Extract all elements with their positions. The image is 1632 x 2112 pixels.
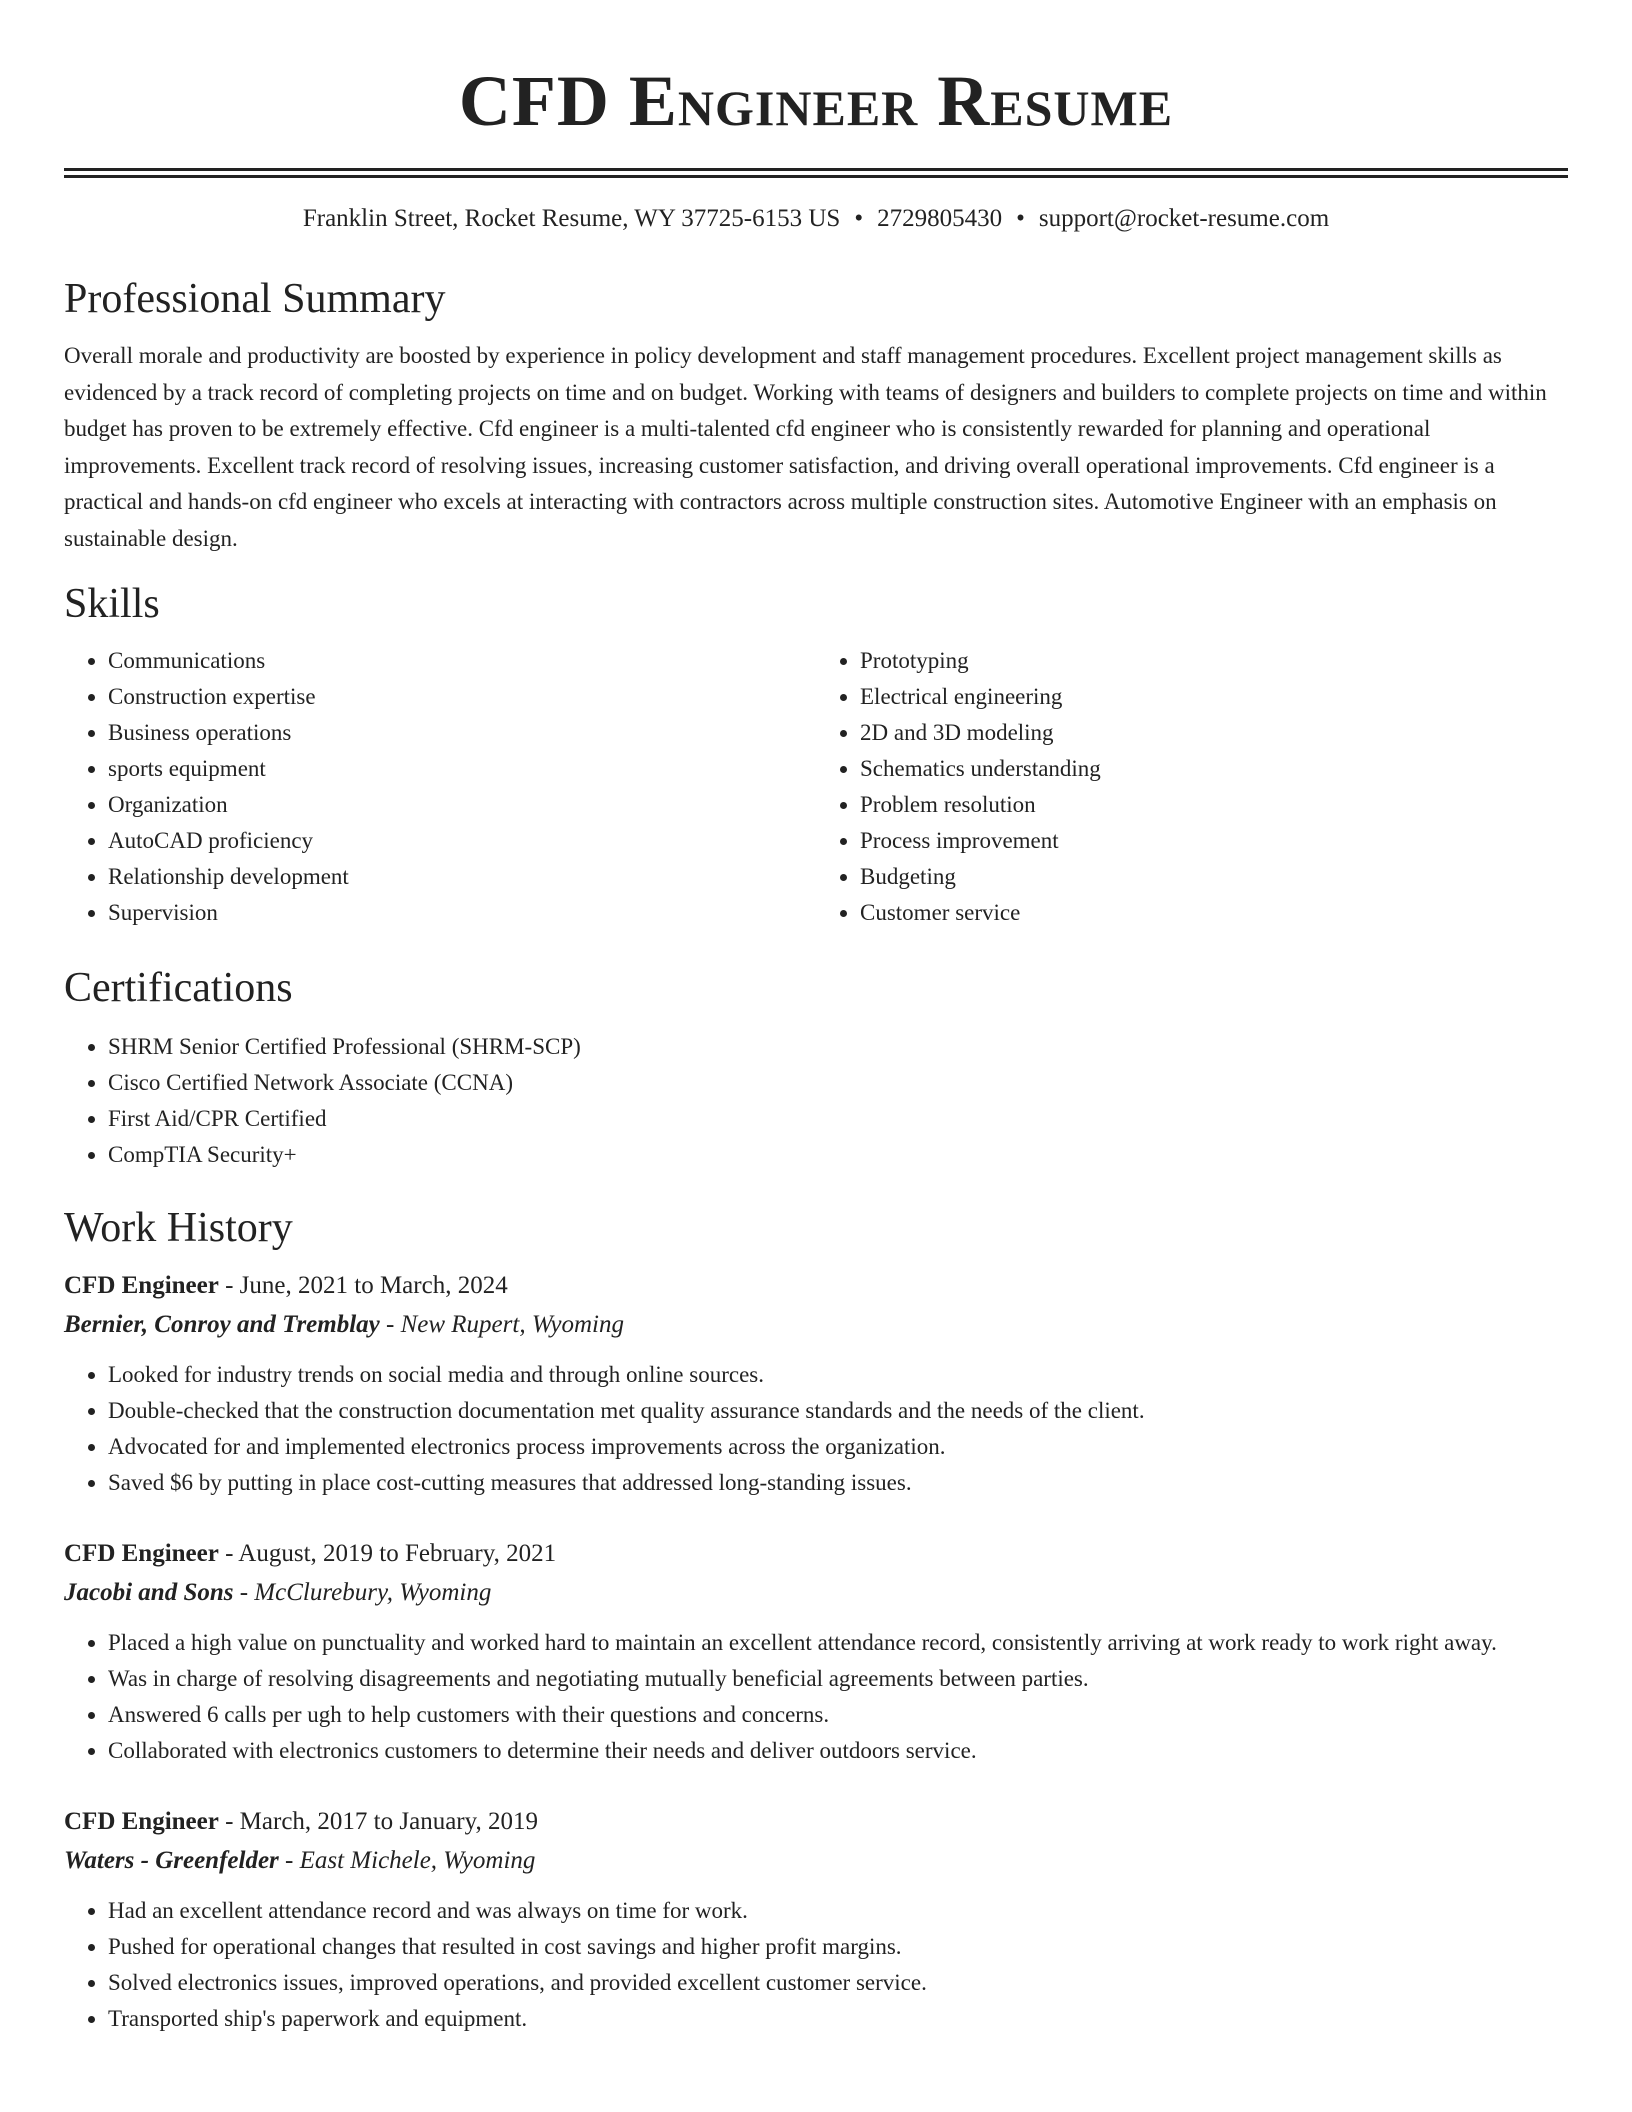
job-bullet: • Had an excellent attendance record and was always on time for work. xyxy=(108,1893,1568,1929)
job-bullet: • Was in charge of resolving disagreements and negotiating mutually beneficial agreements between parties. xyxy=(108,1661,1568,1697)
job-title: CFD Engineer xyxy=(64,1808,219,1835)
contact-phone: 2729805430 xyxy=(877,205,1003,232)
page-title: CFD Engineer Resume xyxy=(458,61,1174,141)
skill-item: • Prototyping xyxy=(860,643,1568,679)
summary-text: Overall morale and productivity are boosted by experience in policy development and staff management procedures. Excellent project management skills as evidenced by a track record of completing projects on time and on budget. Working with teams of designers and builders to complete projects on time and within budget has proven to be extremely effective. Cfd engineer is a multi-talented cfd engineer who is consistently rewarded for planning and operational improvements. Excellent track record of resolving issues, increasing customer satisfaction, and driving overall operational improvements. Cfd engineer is a practical and hands-on cfd engineer who excels at interacting with contractors across multiple construction sites. Automotive Engineer with an emphasis on sustainable design. xyxy=(64,343,1547,551)
job-entry xyxy=(64,1267,1568,1501)
job-bullet: • Placed a high value on punctuality and worked hard to maintain an excellent attendance record, consistently arriving at work ready to work right away. xyxy=(108,1625,1568,1661)
job-header xyxy=(64,1535,1568,1573)
job-bullet: • Transported ship's paperwork and equipment. xyxy=(108,2001,1568,2037)
skills-heading: Skills xyxy=(64,581,160,627)
skill-item: • Electrical engineering xyxy=(860,679,1568,715)
job-company-line xyxy=(64,1841,1568,1881)
skill-item: • Organization xyxy=(108,787,816,823)
skill-item: • Business operations xyxy=(108,715,816,751)
contact-address: Franklin Street, Rocket Resume, WY 37725-6153 US xyxy=(302,205,841,232)
job-company: Bernier, Conroy and Tremblay xyxy=(64,1311,380,1338)
job-bullet: • Collaborated with electronics customers to determine their needs and deliver outdoors service. xyxy=(108,1733,1568,1769)
skill-item: • Budgeting xyxy=(860,859,1568,895)
job-company-line xyxy=(64,1305,1568,1345)
skill-item: • Supervision xyxy=(108,895,816,931)
job-location: - New Rupert, Wyoming xyxy=(379,1311,624,1338)
skills-columns xyxy=(64,643,1568,931)
certification-item: • SHRM Senior Certified Professional (SHRM-SCP) xyxy=(108,1029,1568,1065)
contact-line xyxy=(64,204,1568,234)
skills-list-left xyxy=(64,643,816,931)
work-history-heading: Work History xyxy=(64,1205,293,1251)
summary-heading: Professional Summary xyxy=(64,276,446,322)
job-bullet: • Looked for industry trends on social media and through online sources. xyxy=(108,1357,1568,1393)
job-bullet: • Double-checked that the construction documentation met quality assurance standards and the needs of the client. xyxy=(108,1393,1568,1429)
skill-item: • 2D and 3D modeling xyxy=(860,715,1568,751)
job-title: CFD Engineer xyxy=(64,1540,219,1567)
skill-item: • Schematics understanding xyxy=(860,751,1568,787)
job-title: CFD Engineer xyxy=(64,1272,219,1299)
skill-item: • Communications xyxy=(108,643,816,679)
job-bullet: • Advocated for and implemented electronics process improvements across the organization. xyxy=(108,1429,1568,1465)
skill-item: • Problem resolution xyxy=(860,787,1568,823)
certifications-heading: Certifications xyxy=(64,965,293,1011)
job-dates: - March, 2017 to January, 2019 xyxy=(218,1808,538,1835)
certification-item: • CompTIA Security+ xyxy=(108,1137,1568,1173)
job-location: - McClurebury, Wyoming xyxy=(233,1579,492,1606)
job-company: Waters - Greenfelder xyxy=(64,1847,279,1874)
resume-page xyxy=(64,0,1568,2037)
job-header xyxy=(64,1803,1568,1841)
certification-item: • Cisco Certified Network Associate (CCNA) xyxy=(108,1065,1568,1101)
skill-item: • Construction expertise xyxy=(108,679,816,715)
job-bullet: • Solved electronics issues, improved operations, and provided excellent customer service. xyxy=(108,1965,1568,2001)
job-entry xyxy=(64,1535,1568,1769)
contact-email: support@rocket-resume.com xyxy=(1038,205,1330,232)
job-dates: - August, 2019 to February, 2021 xyxy=(218,1540,557,1567)
bullet-separator: • xyxy=(1016,205,1025,232)
skill-item: • Process improvement xyxy=(860,823,1568,859)
title-divider xyxy=(64,168,1568,178)
bullet-separator: • xyxy=(854,205,864,232)
skill-item: • AutoCAD proficiency xyxy=(108,823,816,859)
certification-item: • First Aid/CPR Certified xyxy=(108,1101,1568,1137)
job-bullet: • Saved $6 by putting in place cost-cutting measures that addressed long-standing issues. xyxy=(108,1465,1568,1501)
job-header xyxy=(64,1267,1568,1305)
job-company: Jacobi and Sons xyxy=(64,1579,234,1606)
job-company-line xyxy=(64,1573,1568,1613)
job-bullets xyxy=(64,1625,1568,1769)
skill-item: • Relationship development xyxy=(108,859,816,895)
job-bullets xyxy=(64,1357,1568,1501)
certifications-list xyxy=(64,1029,1568,1173)
job-dates: - June, 2021 to March, 2024 xyxy=(218,1272,508,1299)
skills-list-right xyxy=(816,643,1568,931)
job-bullet: • Answered 6 calls per ugh to help customers with their questions and concerns. xyxy=(108,1697,1568,1733)
job-entry xyxy=(64,1803,1568,2037)
skill-item: • Customer service xyxy=(860,895,1568,931)
job-bullets xyxy=(64,1893,1568,2037)
job-bullet: • Pushed for operational changes that resulted in cost savings and higher profit margins. xyxy=(108,1929,1568,1965)
job-location: - East Michele, Wyoming xyxy=(278,1847,536,1874)
skill-item: • sports equipment xyxy=(108,751,816,787)
